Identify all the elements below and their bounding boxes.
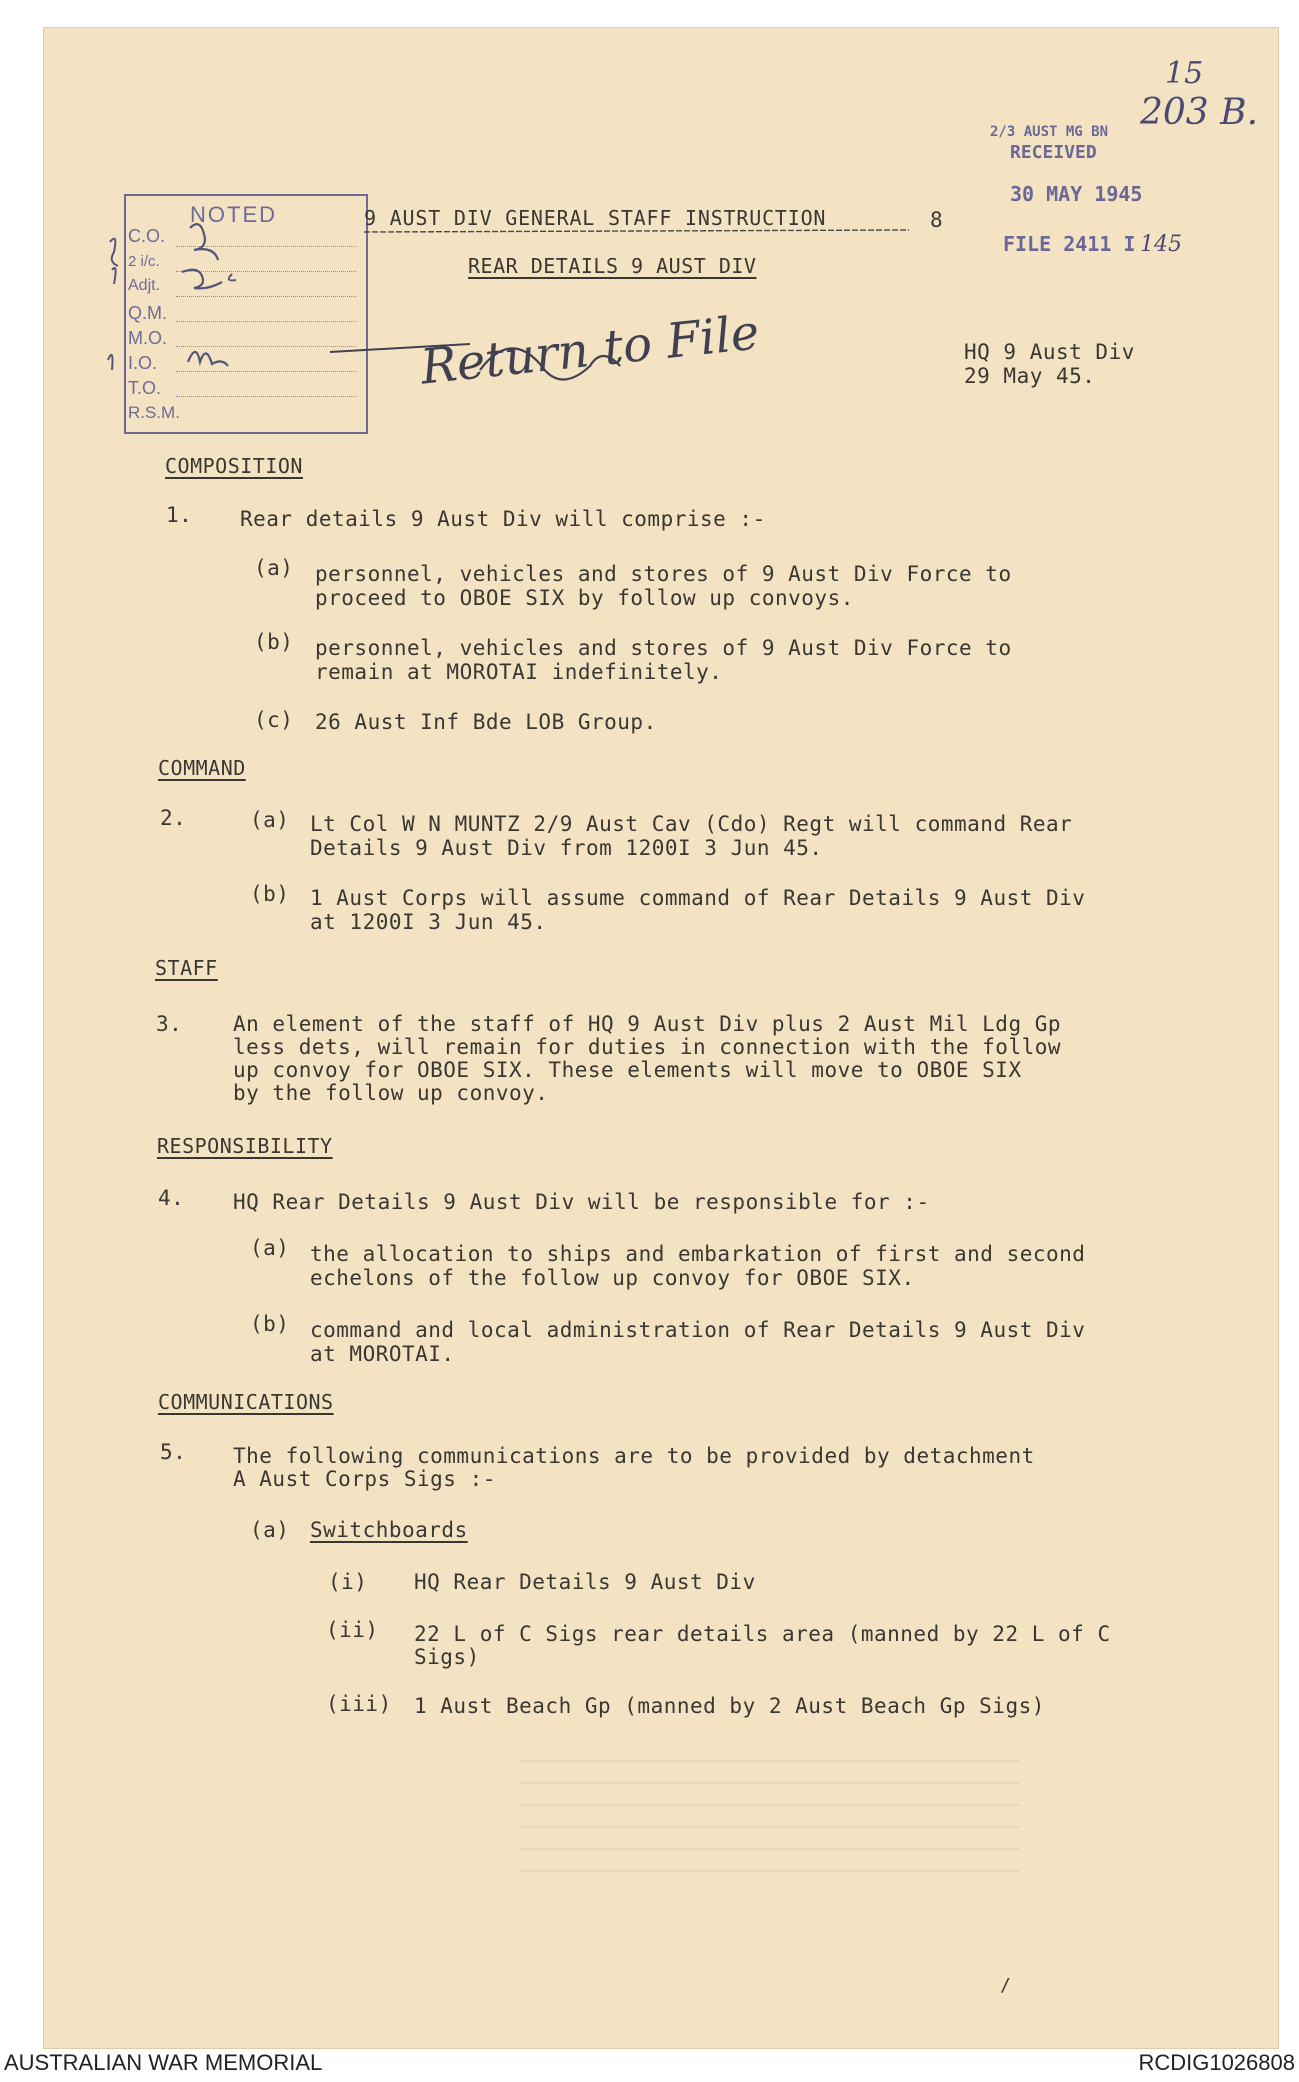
received-stamp-unit: 2/3 AUST MG BN [990,124,1109,140]
para-text: An element of the staff of HQ 9 Aust Div plus 2 Aust Mil Ldg Gp [233,1012,1062,1036]
item-label: (iii) [326,1692,392,1716]
item-label: (ii) [326,1618,379,1642]
subpara-heading: Switchboards [310,1518,468,1542]
heading-communications: COMMUNICATIONS [158,1390,334,1414]
footer-record-id: RCDIG1026808 [1138,2050,1295,2075]
return-to-file-note: Return to File [418,304,762,396]
item-text: Sigs) [414,1645,480,1669]
noted-row-qm: Q.M. [128,303,167,323]
subpara-text: command and local administration of Rear Details 9 Aust Div [310,1318,1086,1342]
subpara-text: echelons of the follow up convoy for OBOE SIX. [310,1266,915,1290]
noted-line [176,396,356,397]
instruction-number: 8 [930,208,944,232]
heading-composition: COMPOSITION [165,454,303,478]
para-text: by the follow up convoy. [233,1081,549,1105]
noted-row-2ic: 2 i/c. [128,253,160,270]
scribble-mark [330,330,690,400]
title-underline [364,226,914,238]
subpara-label: (b) [250,882,290,906]
item-label: (i) [328,1570,368,1594]
noted-row-co: C.O. [128,226,166,246]
para-number: 5. [160,1440,187,1464]
footer-institution: AUSTRALIAN WAR MEMORIAL [4,2050,323,2075]
subpara-text: at 1200I 3 Jun 45. [310,910,547,934]
subpara-text: proceed to OBOE SIX by follow up convoys. [315,586,854,610]
heading-command: COMMAND [158,756,246,780]
subpara-label: (a) [250,1518,290,1542]
subpara-label: (a) [250,1236,290,1260]
bleed-through-area [520,1760,1020,1880]
received-stamp-file-handwritten: 145 [1140,232,1182,257]
page-mark: / [1000,1975,1012,1996]
subpara-text: at MOROTAI. [310,1342,455,1366]
noted-row-adjt: Adjt. [128,277,161,294]
para-text: The following communications are to be provided by detachment [233,1444,1035,1468]
para-number: 4. [158,1186,185,1210]
received-stamp-date: 30 MAY 1945 [1010,182,1143,206]
subpara-text: personnel, vehicles and stores of 9 Aust Div Force to [315,562,1012,586]
noted-stamp-initials [100,210,300,390]
subpara-label: (b) [250,1312,290,1336]
folio-reference: 203 B. [1140,92,1259,133]
document-title: 9 AUST DIV GENERAL STAFF INSTRUCTION [364,206,827,230]
para-number: 1. [166,503,193,527]
subpara-text: 26 Aust Inf Bde LOB Group. [315,710,657,734]
origin-hq: HQ 9 Aust Div [964,340,1135,364]
origin-date: 29 May 45. [964,364,1096,388]
noted-row-rsm: R.S.M. [128,403,180,422]
subpara-text: personnel, vehicles and stores of 9 Aust Div Force to [315,636,1012,660]
para-text: less dets, will remain for duties in connection with the follow [233,1035,1062,1059]
item-text: HQ Rear Details 9 Aust Div [414,1570,756,1594]
heading-staff: STAFF [155,956,218,980]
folio-number: 15 [1165,56,1204,91]
para-text: up convoy for OBOE SIX. These elements will move to OBOE SIX [233,1058,1022,1082]
para-number: 3. [156,1012,183,1036]
heading-responsibility: RESPONSIBILITY [157,1134,333,1158]
subpara-label: (b) [254,630,294,654]
subpara-text: remain at MOROTAI indefinitely. [315,660,723,684]
document-subtitle: REAR DETAILS 9 AUST DIV [468,254,757,278]
received-stamp-label: RECEIVED [1010,142,1097,163]
subpara-text: Lt Col W N MUNTZ 2/9 Aust Cav (Cdo) Regt will command Rear [310,812,1073,836]
received-stamp-file: FILE 2411 I [1003,232,1136,256]
noted-row-io: I.O. [128,353,158,373]
item-text: 22 L of C Sigs rear details area (manned by 22 L of C [414,1622,1111,1646]
subpara-text: 1 Aust Corps will assume command of Rear Details 9 Aust Div [310,886,1086,910]
subpara-text: Details 9 Aust Div from 1200I 3 Jun 45. [310,836,823,860]
subpara-label: (a) [250,808,290,832]
noted-row-to: T.O. [128,378,162,398]
para-number: 2. [160,806,187,830]
subpara-label: (a) [254,556,294,580]
subpara-text: the allocation to ships and embarkation of first and second [310,1242,1086,1266]
item-text: 1 Aust Beach Gp (manned by 2 Aust Beach Gp Sigs) [414,1694,1045,1718]
noted-row-mo: M.O. [128,328,167,348]
para-text: A Aust Corps Sigs :- [233,1467,496,1491]
subpara-label: (c) [254,708,294,732]
noted-stamp-title: NOTED [190,202,277,227]
para-text: HQ Rear Details 9 Aust Div will be responsible for :- [233,1190,930,1214]
para-text: Rear details 9 Aust Div will comprise :- [240,507,766,531]
